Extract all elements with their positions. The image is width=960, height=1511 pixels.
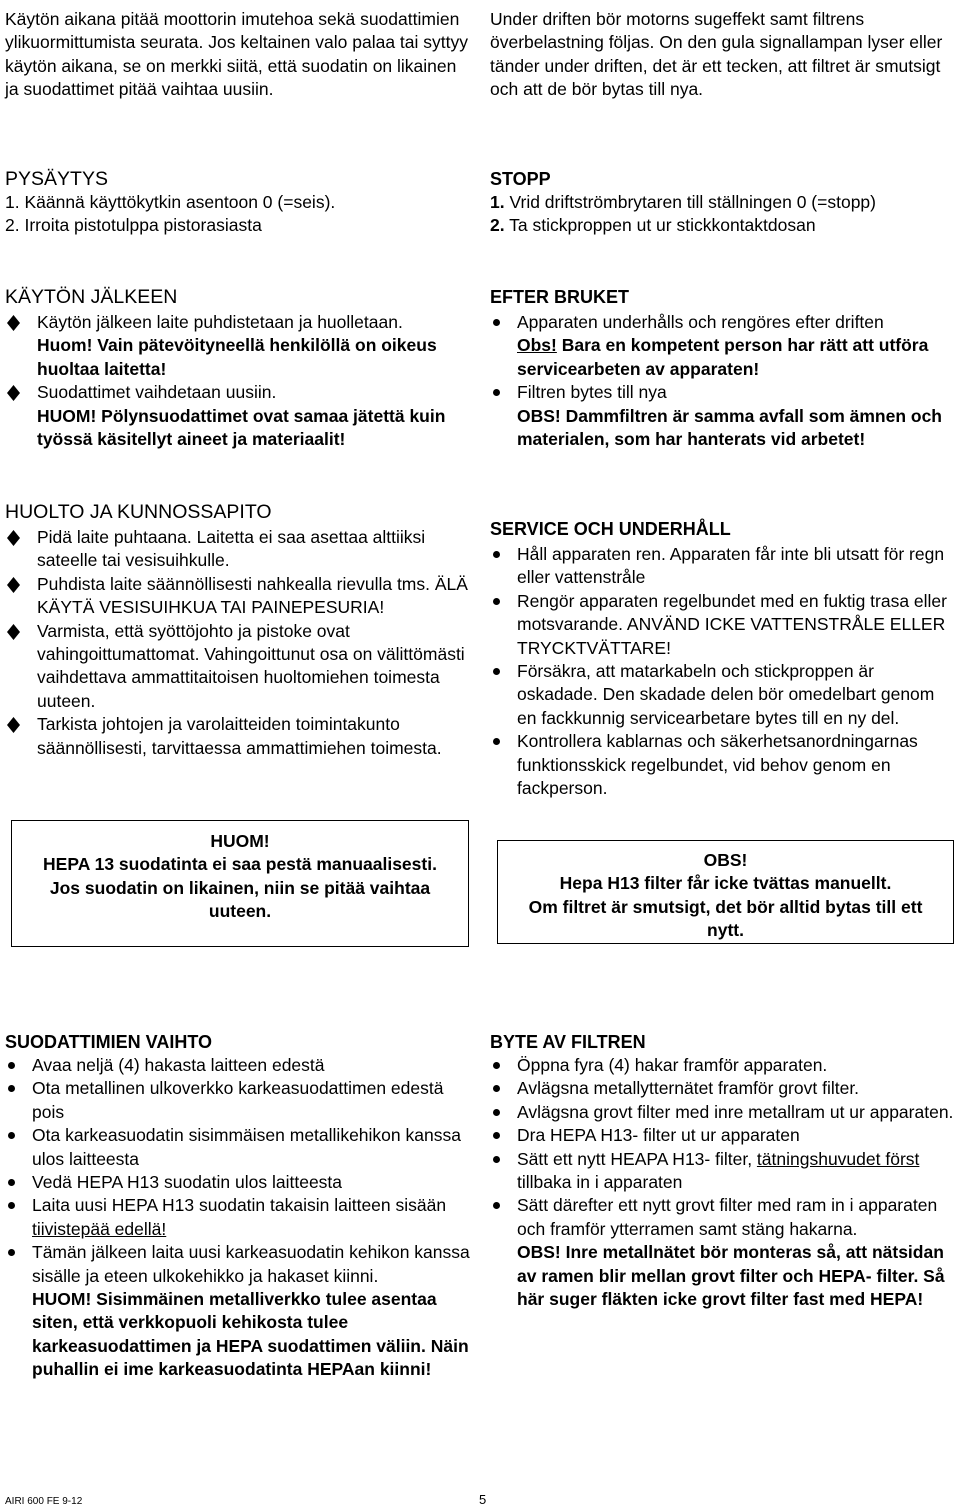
step-1: 1. Vrid driftströmbrytaren till ställningen 0 (=stopp)	[490, 192, 876, 212]
step-number: 1.	[490, 192, 505, 212]
bullet-icon	[8, 1249, 15, 1256]
section-title: SUODATTIMIEN VAIHTO	[5, 1032, 212, 1052]
warning-text: HUOM! Sisimmäinen metalliverkko tulee asentaa siten, että verkkopuoli kehikosta tulee karkeasuodattimen ja HEPA suodattimen väliin. Näin puhallin ei ime karkeasuodatinta HEPAan kiinni!	[32, 1289, 469, 1380]
notice-line: Hepa H13 filter får icke tvättas manuellt.	[559, 873, 892, 894]
list-item: Apparaten underhålls och rengöres efter driften Obs! Bara en kompetent person har rätt att utföra servicearbeten av apparaten!	[490, 311, 958, 381]
bullet-icon	[8, 1085, 15, 1092]
diamond-bullet-icon	[7, 577, 20, 593]
warning-label: HUOM!	[37, 405, 97, 426]
warning-text: OBS! Dammfiltren är samma avfall som ämnen och materialen, som har hanterats vid arbetet!	[517, 405, 942, 450]
notice-title: OBS!	[703, 850, 748, 870]
warning-text: OBS! Inre metallnätet bör monteras så, att nätsidan av ramen blir mellan grovt filter och HEPA- filter. Så här suger fläkten icke grovt filter fast med HEPA!	[517, 1242, 945, 1310]
list-item: Kontrollera kablarnas och säkerhetsanordningarnas funktionsskick regelbundet, vid behov genom en fackperson.	[490, 730, 958, 800]
bullet-icon	[493, 738, 500, 745]
section-title: BYTE AV FILTREN	[490, 1032, 646, 1052]
intro-text-sv: Under driften bör motorns sugeffekt samt filtrens överbelastning följas. On den gula signallampan lyser eller tänder under driften, det är ett tecken, att filtret är smutsigt och att de bör bytas till nya.	[490, 9, 943, 100]
list-item: Avlägsna metallytternätet framför grovt filter.	[490, 1077, 958, 1100]
hepa-notice-box-sv	[497, 840, 954, 944]
section-title: EFTER BRUKET	[490, 287, 629, 307]
list-item: Öppna fyra (4) hakar framför apparaten.	[490, 1054, 958, 1077]
warning-text: Huom! Vain pätevöityneellä henkilöllä on oikeus huoltaa laitetta!	[37, 335, 437, 379]
section-title: KÄYTÖN JÄLKEEN	[5, 286, 178, 308]
maintenance-section-sv	[490, 517, 958, 800]
intro-text-fi: Käytön aikana pitää moottorin imutehoa sekä suodattimien ylikuormittumista seurata. Jos keltainen valo palaa tai syttyy käytön aikana, se on merkki siitä, että suodatin on likainen ja suodattimet pitää vaihtaa uusiin.	[5, 9, 468, 100]
step-2: 2. Irroita pistotulppa pistorasiasta	[5, 215, 262, 236]
warning-label: Obs!	[517, 335, 557, 356]
bullet-icon	[493, 668, 500, 675]
notice-line: HEPA 13 suodatinta ei saa pestä manuaalisesti.	[43, 854, 437, 875]
bullet-icon	[493, 1156, 500, 1163]
list-item: Sätt ett nytt HEAPA H13- filter, tätningshuvudet först tillbaka in i apparaten	[490, 1148, 958, 1195]
list-item: Avlägsna grovt filter med inre metallram ut ur apparaten.	[490, 1101, 958, 1124]
list-item: Tarkista johtojen ja varolaitteiden toimintakunto säännöllisesti, tarvittaessa ammattimiehen toimesta.	[5, 713, 470, 760]
after-use-section-fi	[5, 285, 470, 451]
filter-change-section-fi	[5, 1030, 470, 1382]
list-item: Pidä laite puhtaana. Laitetta ei saa asettaa alttiiksi sateelle tai vesisuihkulle.	[5, 526, 470, 573]
list-item: Filtren bytes till nya OBS! Dammfiltren är samma avfall som ämnen och materialen, som har hanterats vid arbetet!	[490, 381, 958, 451]
bullet-icon	[493, 1132, 500, 1139]
list-item: Puhdista laite säännöllisesti nahkealla rievulla tms. ÄLÄ KÄYTÄ VESISUIHKUA TAI PAINEPESURIA!	[5, 573, 470, 620]
diamond-bullet-icon	[7, 530, 20, 546]
diamond-bullet-icon	[7, 385, 20, 401]
bullet-icon	[8, 1202, 15, 1209]
list-item: Ota karkeasuodatin sisimmäisen metallikehikon kanssa ulos laitteesta	[5, 1124, 470, 1171]
bullet-icon	[493, 598, 500, 605]
section-title: HUOLTO JA KUNNOSSAPITO	[5, 501, 272, 523]
bullet-icon	[493, 1109, 500, 1116]
list-item: Håll apparaten ren. Apparaten får inte bli utsatt för regn eller vattenstråle	[490, 543, 958, 590]
maintenance-section-fi	[5, 500, 470, 760]
bullet-icon	[8, 1132, 15, 1139]
notice-line: Jos suodatin on likainen, niin se pitää vaihtaa uuteen.	[49, 877, 431, 922]
step-1: 1. Käännä käyttökytkin asentoon 0 (=seis).	[5, 192, 336, 212]
stop-section-fi	[5, 167, 470, 238]
list-item: Tämän jälkeen laita uusi karkeasuodatin kehikon kanssa sisälle ja eteen ulkokehikko ja hakaset kiinni. HUOM! Sisimmäinen metalliverkko tulee asentaa siten, että verkkopuoli kehikosta tulee karkeasuodattimen ja HEPA suodattimen väliin. Näin puhallin ei ime karkeasuodatinta HEPAan kiinni!	[5, 1241, 470, 1381]
bullet-icon	[8, 1179, 15, 1186]
diamond-bullet-icon	[7, 717, 20, 733]
diamond-bullet-icon	[7, 315, 20, 331]
page-number: 5	[479, 1492, 487, 1507]
notice-line: Om filtret är smutsigt, det bör alltid bytas till ett nytt.	[528, 896, 923, 941]
bullet-icon	[493, 1202, 500, 1209]
list-item: Suodattimet vaihdetaan uusiin. HUOM! Pölynsuodattimet ovat samaa jätettä kuin työssä käsitellyt aineet ja materiaalit!	[5, 381, 470, 451]
bullet-icon	[493, 1085, 500, 1092]
underlined-text: tätningshuvudet först	[756, 1148, 920, 1169]
list-item: Rengör apparaten regelbundet med en fuktig trasa eller motsvarande. ANVÄND ICKE VATTENSTRÅLE ELLER TRYCKTVÄTTARE!	[490, 590, 958, 660]
section-title: STOPP	[490, 169, 551, 189]
bullet-icon	[493, 389, 500, 396]
section-title: PYSÄYTYS	[5, 168, 108, 190]
bullet-icon	[493, 551, 500, 558]
list-item: Varmista, että syöttöjohto ja pistoke ovat vahingoittumattomat. Vahingoittunut osa on välittömästi vaihdettava ammattitaitoisen huoltomiehen toimesta uuteen.	[5, 620, 470, 714]
after-use-section-sv	[490, 285, 958, 451]
bullet-icon	[8, 1062, 15, 1069]
list-item: Avaa neljä (4) hakasta laitteen edestä	[5, 1054, 470, 1077]
diamond-bullet-icon	[7, 624, 20, 640]
bullet-icon	[493, 319, 500, 326]
notice-title: HUOM!	[210, 831, 270, 851]
list-item: Försäkra, att matarkabeln och stickproppen är oskadade. Den skadade delen bör omedelbart genom en fackkunnig servicearbetare bytes till en ny del.	[490, 660, 958, 730]
list-item: Ota metallinen ulkoverkko karkeasuodattimen edestä pois	[5, 1077, 470, 1124]
list-item: Dra HEPA H13- filter ut ur apparaten	[490, 1124, 958, 1147]
hepa-notice-box-fi	[11, 820, 469, 947]
document-code: AIRI 600 FE 9-12	[5, 1496, 83, 1507]
step-number: 2.	[490, 215, 505, 236]
warning-text: Pölynsuodattimet ovat samaa jätettä kuin työssä käsitellyt aineet ja materiaalit!	[37, 405, 446, 450]
warning-text: Bara en kompetent person har rätt att utföra servicearbeten av apparaten!	[517, 335, 929, 379]
list-item: Laita uusi HEPA H13 suodatin takaisin laitteen sisään tiivistepää edellä!	[5, 1194, 470, 1241]
section-title: SERVICE OCH UNDERHÅLL	[490, 519, 731, 539]
underlined-text: tiivistepää edellä!	[32, 1218, 167, 1239]
list-item: Sätt därefter ett nytt grovt filter med ram in i apparaten och framför ytterramen samt stäng hakarna. OBS! Inre metallnätet bör monteras så, att nätsidan av ramen blir mellan grovt filter och HEPA- filter. Så här suger fläkten icke grovt filter fast med HEPA!	[490, 1194, 958, 1311]
step-2: 2. Ta stickproppen ut ur stickkontaktdosan	[490, 215, 816, 236]
list-item: Käytön jälkeen laite puhdistetaan ja huolletaan. Huom! Vain pätevöityneellä henkilöllä on oikeus huoltaa laitetta!	[5, 311, 470, 381]
list-item: Vedä HEPA H13 suodatin ulos laitteesta	[5, 1171, 470, 1194]
filter-change-section-sv	[490, 1030, 958, 1311]
bullet-icon	[493, 1062, 500, 1069]
stop-section-sv	[490, 167, 958, 238]
